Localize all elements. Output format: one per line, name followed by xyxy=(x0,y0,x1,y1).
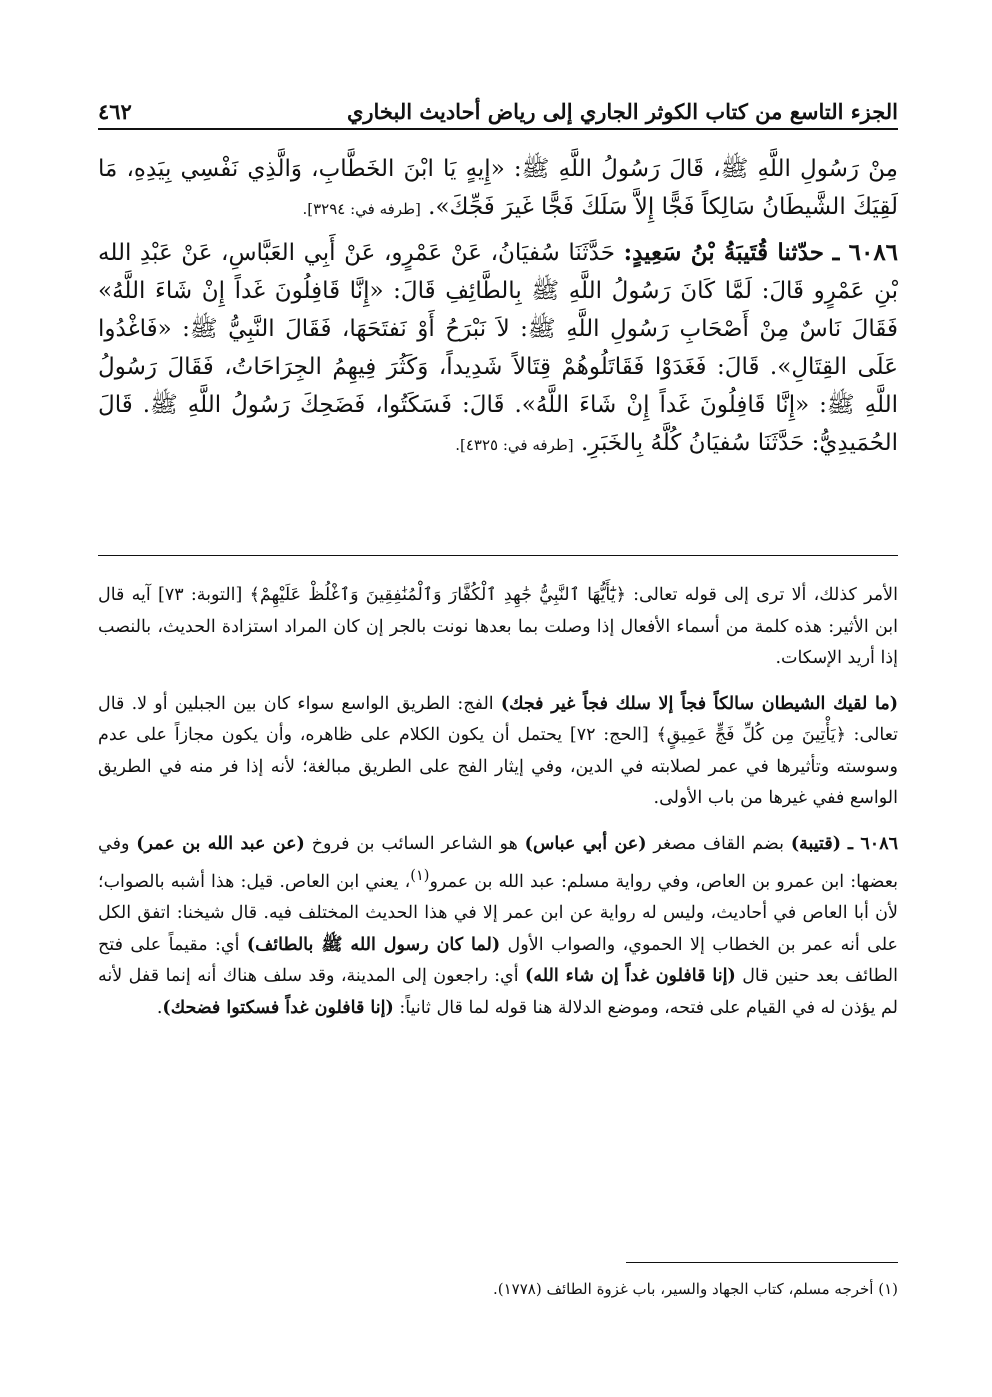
quoted-phrase: (ما لقيك الشيطان سالكاً فجاً إلا سلك فجاً غير فجك) xyxy=(500,693,898,714)
quoted-phrase: (إنا قافلون غداً إن شاء الله) xyxy=(525,966,736,987)
commentary xyxy=(98,580,898,1038)
running-title: الجزء التاسع من كتاب الكوثر الجاري إلى رياض أحاديث البخاري xyxy=(346,99,898,124)
cross-reference: [طرفه في: ٣٢٩٤]. xyxy=(302,200,421,218)
commentary-paragraph: الأمر كذلك، ألا ترى إلى قوله تعالى: ﴿يَٰٓأَيُّهَا ٱلنَّبِيُّ جَٰهِدِ ٱلْكُفَّارَ وَٱلْمُنَٰفِقِينَ وَٱغْلُظْ عَلَيْهِمْ﴾ [التوبة: ٧٣] آيه قال ابن الأثير: هذه كلمة من أسماء الأفعال إذا وصلت بما بعدها نونت بالجر إن كان المراد استزادة الحديث، بالنصب إذا أريد الإسكات. xyxy=(98,585,898,668)
quoted-phrase: (قتيبة) xyxy=(790,833,841,854)
hadith-body: مِنْ رَسُولِ اللَّهِ ﷺ، قَالَ رَسُولُ اللَّهِ ﷺ: «إِيهٍ يَا ابْنَ الخَطَّابِ، وَالَّذِي نَفْسِي بِيَدِهِ، مَا لَقِيَكَ الشَّيطَانُ سَالِكاً فَجًّا إِلاَّ سَلَكَ فَجًّا غَيرَ فَجِّكَ». xyxy=(98,156,898,220)
commentary-text: أي: راجعون إلى المدينة، وقد سلف هناك أنه إنما قفل لأنه لم يؤذن له في القيام على فتحه، وموضع الدلالة هنا قوله لما قال ثانياً: xyxy=(98,966,898,1018)
commentary-text: . xyxy=(156,997,163,1018)
commentary-paragraph xyxy=(98,689,898,815)
commentary-text: وفي بعضها: ابن عمرو بن العاص، وفي رواية مسلم: عبد الله بن عمرو xyxy=(98,833,899,892)
commentary-text: بضم القاف مصغر xyxy=(646,833,791,854)
commentary-text: الفج: الطريق الواسع سواء كان بين الجبلين أو لا. قال تعالى: ﴿يَأْتِينَ مِن كُلِّ فَجٍّ عَمِيقٍ﴾ [الحج: ٧٢] يحتمل أن يكون الكلام على ظاهره، وأن يكون مجازاً على عدم وسوسته وتأثيرها في عمر لصلابته في الدين، وفي إيثار الفج على الطريق مبالغة؛ لأنه إذا فر منه في الطريق الواسع ففي غيرها من باب الأولى. xyxy=(98,693,899,808)
commentary-paragraph xyxy=(98,829,898,1025)
quoted-phrase: (عن عبد الله بن عمر) xyxy=(136,833,305,854)
quoted-phrase: (عن أبي عباس) xyxy=(524,833,647,854)
footnote: (١) أخرجه مسلم، كتاب الجهاد والسير، باب غزوة الطائف (١٧٧٨). xyxy=(493,1280,898,1298)
hadith-paragraph xyxy=(98,234,898,464)
page-number: ٤٦٢ xyxy=(98,99,132,124)
footnote-divider xyxy=(626,1262,898,1263)
hadith-number: ٦٠٨٦ ـ xyxy=(847,833,898,854)
cross-reference: [طرفه في: ٤٣٢٥]. xyxy=(455,436,574,454)
hadith-number: ٦٠٨٦ ـ xyxy=(832,239,899,266)
quoted-phrase: (لما كان رسول الله ﷺ بالطائف) xyxy=(246,934,501,955)
hadith-chain-lead: حدّثنا قُتَيبَةُ بْنُ سَعِيدٍ: xyxy=(623,239,824,266)
quoted-phrase: (إنا قافلون غداً فسكتوا فضحك) xyxy=(162,997,394,1018)
hadith-text xyxy=(98,150,898,470)
page-header xyxy=(98,92,898,130)
commentary-text: أي: مقيماً على فتح الطائف بعد حنين قال xyxy=(98,934,898,987)
hadith-body: حَدَّثَنَا سُفيَانُ، عَنْ عَمْرٍو، عَنْ أَبِي العَبَّاسِ، عَنْ عَبْدِ الله بْنِ عَمْرٍو قَالَ: لَمَّا كَانَ رَسُولُ اللَّهِ ﷺ بِالطَّائِفِ قَالَ: «إِنَّا قَافِلُونَ غَداً إِنْ شَاءَ اللَّهُ» فَقَالَ نَاسٌ مِنْ أَصْحَابِ رَسُولِ اللَّهِ ﷺ: لاَ نَبْرَحُ أَوْ نَفتَحَهَا، فَقَالَ النَّبِيُّ ﷺ: «فَاغْدُوا عَلَى القِتَالِ». قَالَ: فَغَدَوْا فَقَاتَلُوهُمْ قِتَالاً شَدِيداً، وَكَثُرَ فِيهِمُ الجِرَاحَاتُ، فَقَالَ رَسُولُ اللَّهِ ﷺ: «إِنَّا قَافِلُونَ غَداً إِنْ شَاءَ اللَّهُ». قَالَ: فَسَكَتُوا، فَضَحِكَ رَسُولُ اللَّهِ ﷺ. قَالَ الحُمَيدِيُّ: حَدَّثَنَا سُفيَانُ كُلَّهُ بِالخَبَرِ. xyxy=(98,240,898,456)
hadith-paragraph xyxy=(98,150,898,228)
footnote-marker[interactable]: (١) xyxy=(410,867,430,884)
commentary-text: هو الشاعر السائب بن فروخ xyxy=(304,833,525,854)
commentary-text: ، يعني ابن العاص. قيل: هذا أشبه بالصواب؛ لأن أبا العاص في أحاديث، وليس له رواية عن ابن عمر إلا في هذا الحديث المختلف فيه. قال شيخنا: اتفق الكل على أنه عمر بن الخطاب إلا الحموي، والصواب الأول xyxy=(98,871,899,955)
section-divider xyxy=(98,555,898,556)
